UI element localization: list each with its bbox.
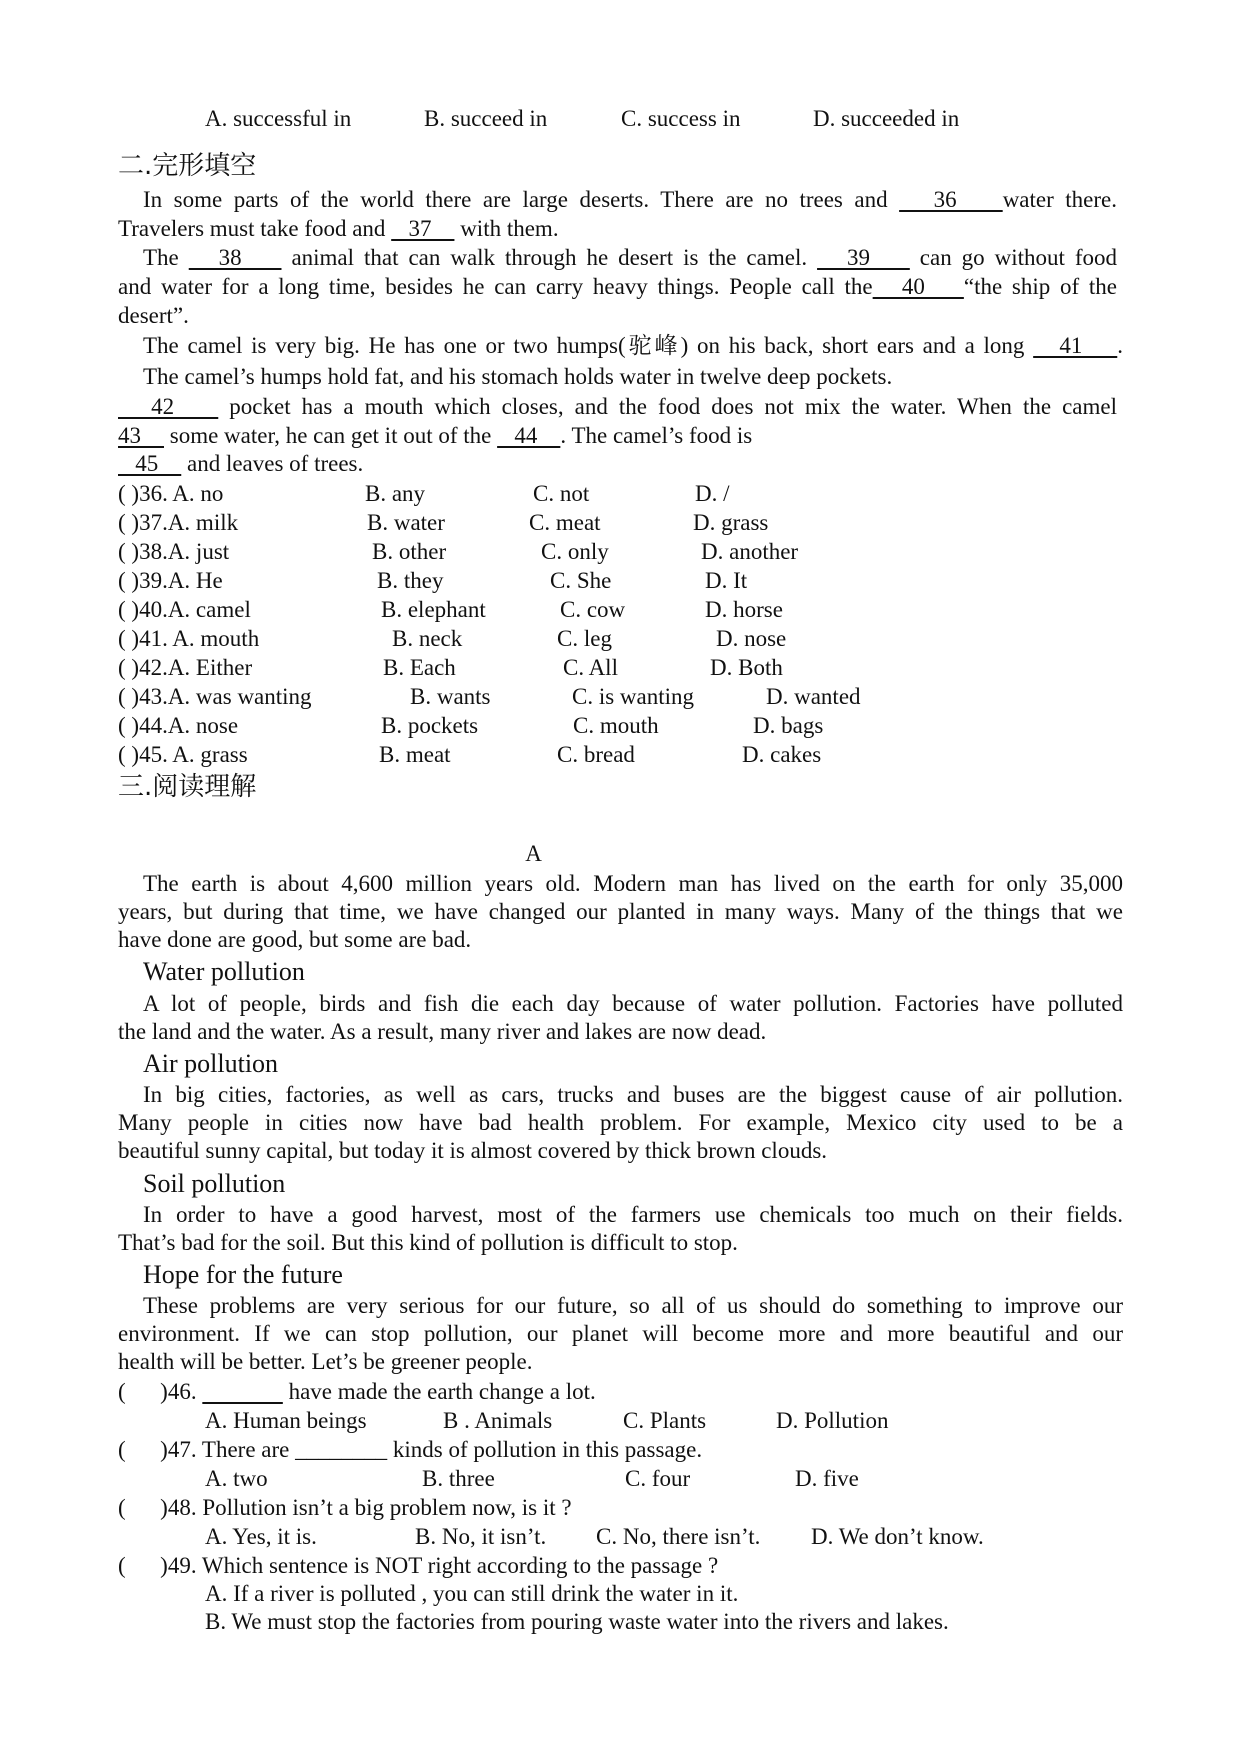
soil-line-1: In order to have a good harvest, most of the farmers use chemicals too much on their fields. — [143, 1202, 1123, 1227]
q49-option-a: A. If a river is polluted , you can still drink the water in it. — [205, 1581, 739, 1606]
q38-option-b: B. other — [372, 539, 447, 564]
cloze-text: The camel is very big. He has one or two humps(驼峰) on his back, short ears and a long — [143, 333, 1034, 358]
cloze-line-7: The camel’s humps hold fat, and his stomach holds water in twelve deep pockets. — [143, 364, 893, 389]
q38-option-c: C. only — [541, 539, 609, 564]
air-line-2: Many people in cities now have bad health problem. For example, Mexico city used to be a — [118, 1110, 1123, 1135]
water-line-1: A lot of people, birds and fish die each day because of water pollution. Factories have polluted — [143, 991, 1123, 1016]
heading-soil-pollution: Soil pollution — [143, 1169, 286, 1198]
question-42: ( )42.A. Either — [118, 655, 253, 680]
top-option-c: C. success in — [621, 106, 741, 131]
blank-40: 40 — [872, 274, 964, 299]
heading-hope-future: Hope for the future — [143, 1260, 343, 1289]
question-46 — [118, 1378, 596, 1406]
question-45: ( )45. A. grass — [118, 742, 248, 767]
q46-option-a: A. Human beings — [205, 1408, 367, 1433]
cloze-text: Travelers must take food and — [118, 216, 392, 241]
cloze-text: pocket has a mouth which closes, and the food does not mix the water. When the camel — [218, 394, 1117, 419]
hope-line-3: health will be better. Let’s be greener people. — [118, 1349, 533, 1374]
cloze-line-9 — [118, 422, 752, 450]
question-39: ( )39.A. He — [118, 568, 223, 593]
q36-option-d: D. / — [695, 481, 730, 506]
q47-option-d: D. five — [795, 1466, 859, 1491]
heading-air-pollution: Air pollution — [143, 1049, 279, 1078]
question-41: ( )41. A. mouth — [118, 626, 260, 651]
question-48: ( )48. Pollution isn’t a big problem now, is it ? — [118, 1495, 572, 1520]
cloze-text: “the ship of the — [963, 274, 1118, 299]
cloze-line-2 — [118, 215, 559, 243]
cloze-line-3 — [143, 244, 1117, 272]
q40-option-c: C. cow — [560, 597, 626, 622]
q44-option-c: C. mouth — [573, 713, 659, 738]
cloze-text: . — [1117, 333, 1124, 358]
question-46-text: have made the earth change a lot. — [282, 1379, 596, 1404]
hope-line-2: environment. If we can stop pollution, our planet will become more and more beautiful and our — [118, 1321, 1123, 1346]
cloze-line-10 — [118, 450, 363, 478]
cloze-line-4 — [118, 273, 1117, 301]
hope-line-1: These problems are very serious for our future, so all of us should do something to improve our — [143, 1293, 1123, 1318]
blank-36: 36 — [899, 187, 1003, 212]
blank-37: 37 — [391, 216, 455, 241]
q37-option-d: D. grass — [693, 510, 769, 535]
cloze-line-1 — [143, 186, 1117, 214]
q46-option-b: B . Animals — [443, 1408, 553, 1433]
top-option-b: B. succeed in — [424, 106, 548, 131]
q41-option-c: C. leg — [557, 626, 612, 651]
cloze-text: and water for a long time, besides he can carry heavy things. People call the — [118, 274, 873, 299]
cloze-text: and leaves of trees. — [181, 451, 364, 476]
passage-title: A — [525, 841, 542, 866]
q45-option-d: D. cakes — [742, 742, 822, 767]
q42-option-d: D. Both — [710, 655, 783, 680]
q48-option-b: B. No, it isn’t. — [415, 1524, 547, 1549]
blank-39: 39 — [817, 245, 910, 270]
blank-42: 42 — [118, 394, 219, 419]
cloze-text: In some parts of the world there are large deserts. There are no trees and — [143, 187, 900, 212]
q42-option-c: C. All — [563, 655, 618, 680]
q49-option-b: B. We must stop the factories from pouring waste water into the rivers and lakes. — [205, 1609, 949, 1634]
q44-option-d: D. bags — [753, 713, 824, 738]
question-38: ( )38.A. just — [118, 539, 230, 564]
q48-option-a: A. Yes, it is. — [205, 1524, 317, 1549]
cloze-line-6 — [143, 332, 1123, 360]
question-46-number: ( )46. — [118, 1379, 203, 1404]
q42-option-b: B. Each — [383, 655, 456, 680]
q45-option-c: C. bread — [557, 742, 635, 767]
q43-option-d: D. wanted — [766, 684, 861, 709]
q37-option-c: C. meat — [529, 510, 601, 535]
intro-line-2: years, but during that time, we have changed our planted in many ways. Many of the things that we — [118, 899, 1123, 924]
q39-option-d: D. It — [705, 568, 748, 593]
q48-option-c: C. No, there isn’t. — [596, 1524, 761, 1549]
cloze-text: water there. — [1002, 187, 1117, 212]
blank-43: 43 — [118, 423, 164, 448]
q37-option-b: B. water — [367, 510, 445, 535]
water-line-2: the land and the water. As a result, many river and lakes are now dead. — [118, 1019, 767, 1044]
cloze-text: The — [143, 245, 189, 270]
cloze-text: can go without food — [909, 245, 1118, 270]
q36-option-c: C. not — [533, 481, 590, 506]
q43-option-b: B. wants — [410, 684, 491, 709]
blank-44: 44 — [497, 423, 561, 448]
q45-option-b: B. meat — [379, 742, 451, 767]
q43-option-c: C. is wanting — [572, 684, 695, 709]
question-44: ( )44.A. nose — [118, 713, 239, 738]
top-option-d: D. succeeded in — [813, 106, 960, 131]
q47-option-b: B. three — [422, 1466, 495, 1491]
blank-38: 38 — [188, 245, 282, 270]
q46-option-c: C. Plants — [623, 1408, 707, 1433]
intro-line-3: have done are good, but some are bad. — [118, 927, 472, 952]
question-36: ( )36. A. no — [118, 481, 224, 506]
q41-option-b: B. neck — [392, 626, 463, 651]
q40-option-b: B. elephant — [381, 597, 486, 622]
q46-option-d: D. Pollution — [776, 1408, 889, 1433]
top-option-a: A. successful in — [205, 106, 352, 131]
cloze-text: with them. — [454, 216, 559, 241]
cloze-line-5: desert”. — [118, 303, 189, 328]
intro-line-1: The earth is about 4,600 million years old. Modern man has lived on the earth for only 35,000 — [143, 871, 1123, 896]
question-43: ( )43.A. was wanting — [118, 684, 312, 709]
q41-option-d: D. nose — [716, 626, 787, 651]
air-line-3: beautiful sunny capital, but today it is almost covered by thick brown clouds. — [118, 1138, 828, 1163]
question-47: ( )47. There are ________ kinds of pollution in this passage. — [118, 1437, 703, 1462]
soil-line-2: That’s bad for the soil. But this kind of pollution is difficult to stop. — [118, 1230, 738, 1255]
blank-46 — [202, 1379, 283, 1404]
q39-option-c: C. She — [550, 568, 612, 593]
question-40: ( )40.A. camel — [118, 597, 251, 622]
blank-41: 41 — [1033, 333, 1118, 358]
blank-45: 45 — [118, 451, 182, 476]
heading-water-pollution: Water pollution — [143, 957, 305, 986]
q36-option-b: B. any — [365, 481, 426, 506]
question-37: ( )37.A. milk — [118, 510, 239, 535]
q44-option-b: B. pockets — [381, 713, 479, 738]
q47-option-a: A. two — [205, 1466, 268, 1491]
cloze-text: animal that can walk through he desert is the camel. — [281, 245, 818, 270]
q40-option-d: D. horse — [705, 597, 783, 622]
q38-option-d: D. another — [701, 539, 799, 564]
q39-option-b: B. they — [377, 568, 444, 593]
cloze-text: some water, he can get it out of the — [164, 423, 498, 448]
question-49: ( )49. Which sentence is NOT right according to the passage ? — [118, 1553, 719, 1578]
q47-option-c: C. four — [625, 1466, 691, 1491]
section2-heading: 二.完形填空 — [118, 151, 257, 181]
cloze-line-8 — [118, 393, 1117, 421]
section3-heading: 三.阅读理解 — [118, 772, 257, 802]
air-line-1: In big cities, factories, as well as cars, trucks and buses are the biggest cause of air pollution. — [143, 1082, 1123, 1107]
cloze-text: . The camel’s food is — [560, 423, 753, 448]
q48-option-d: D. We don’t know. — [811, 1524, 984, 1549]
